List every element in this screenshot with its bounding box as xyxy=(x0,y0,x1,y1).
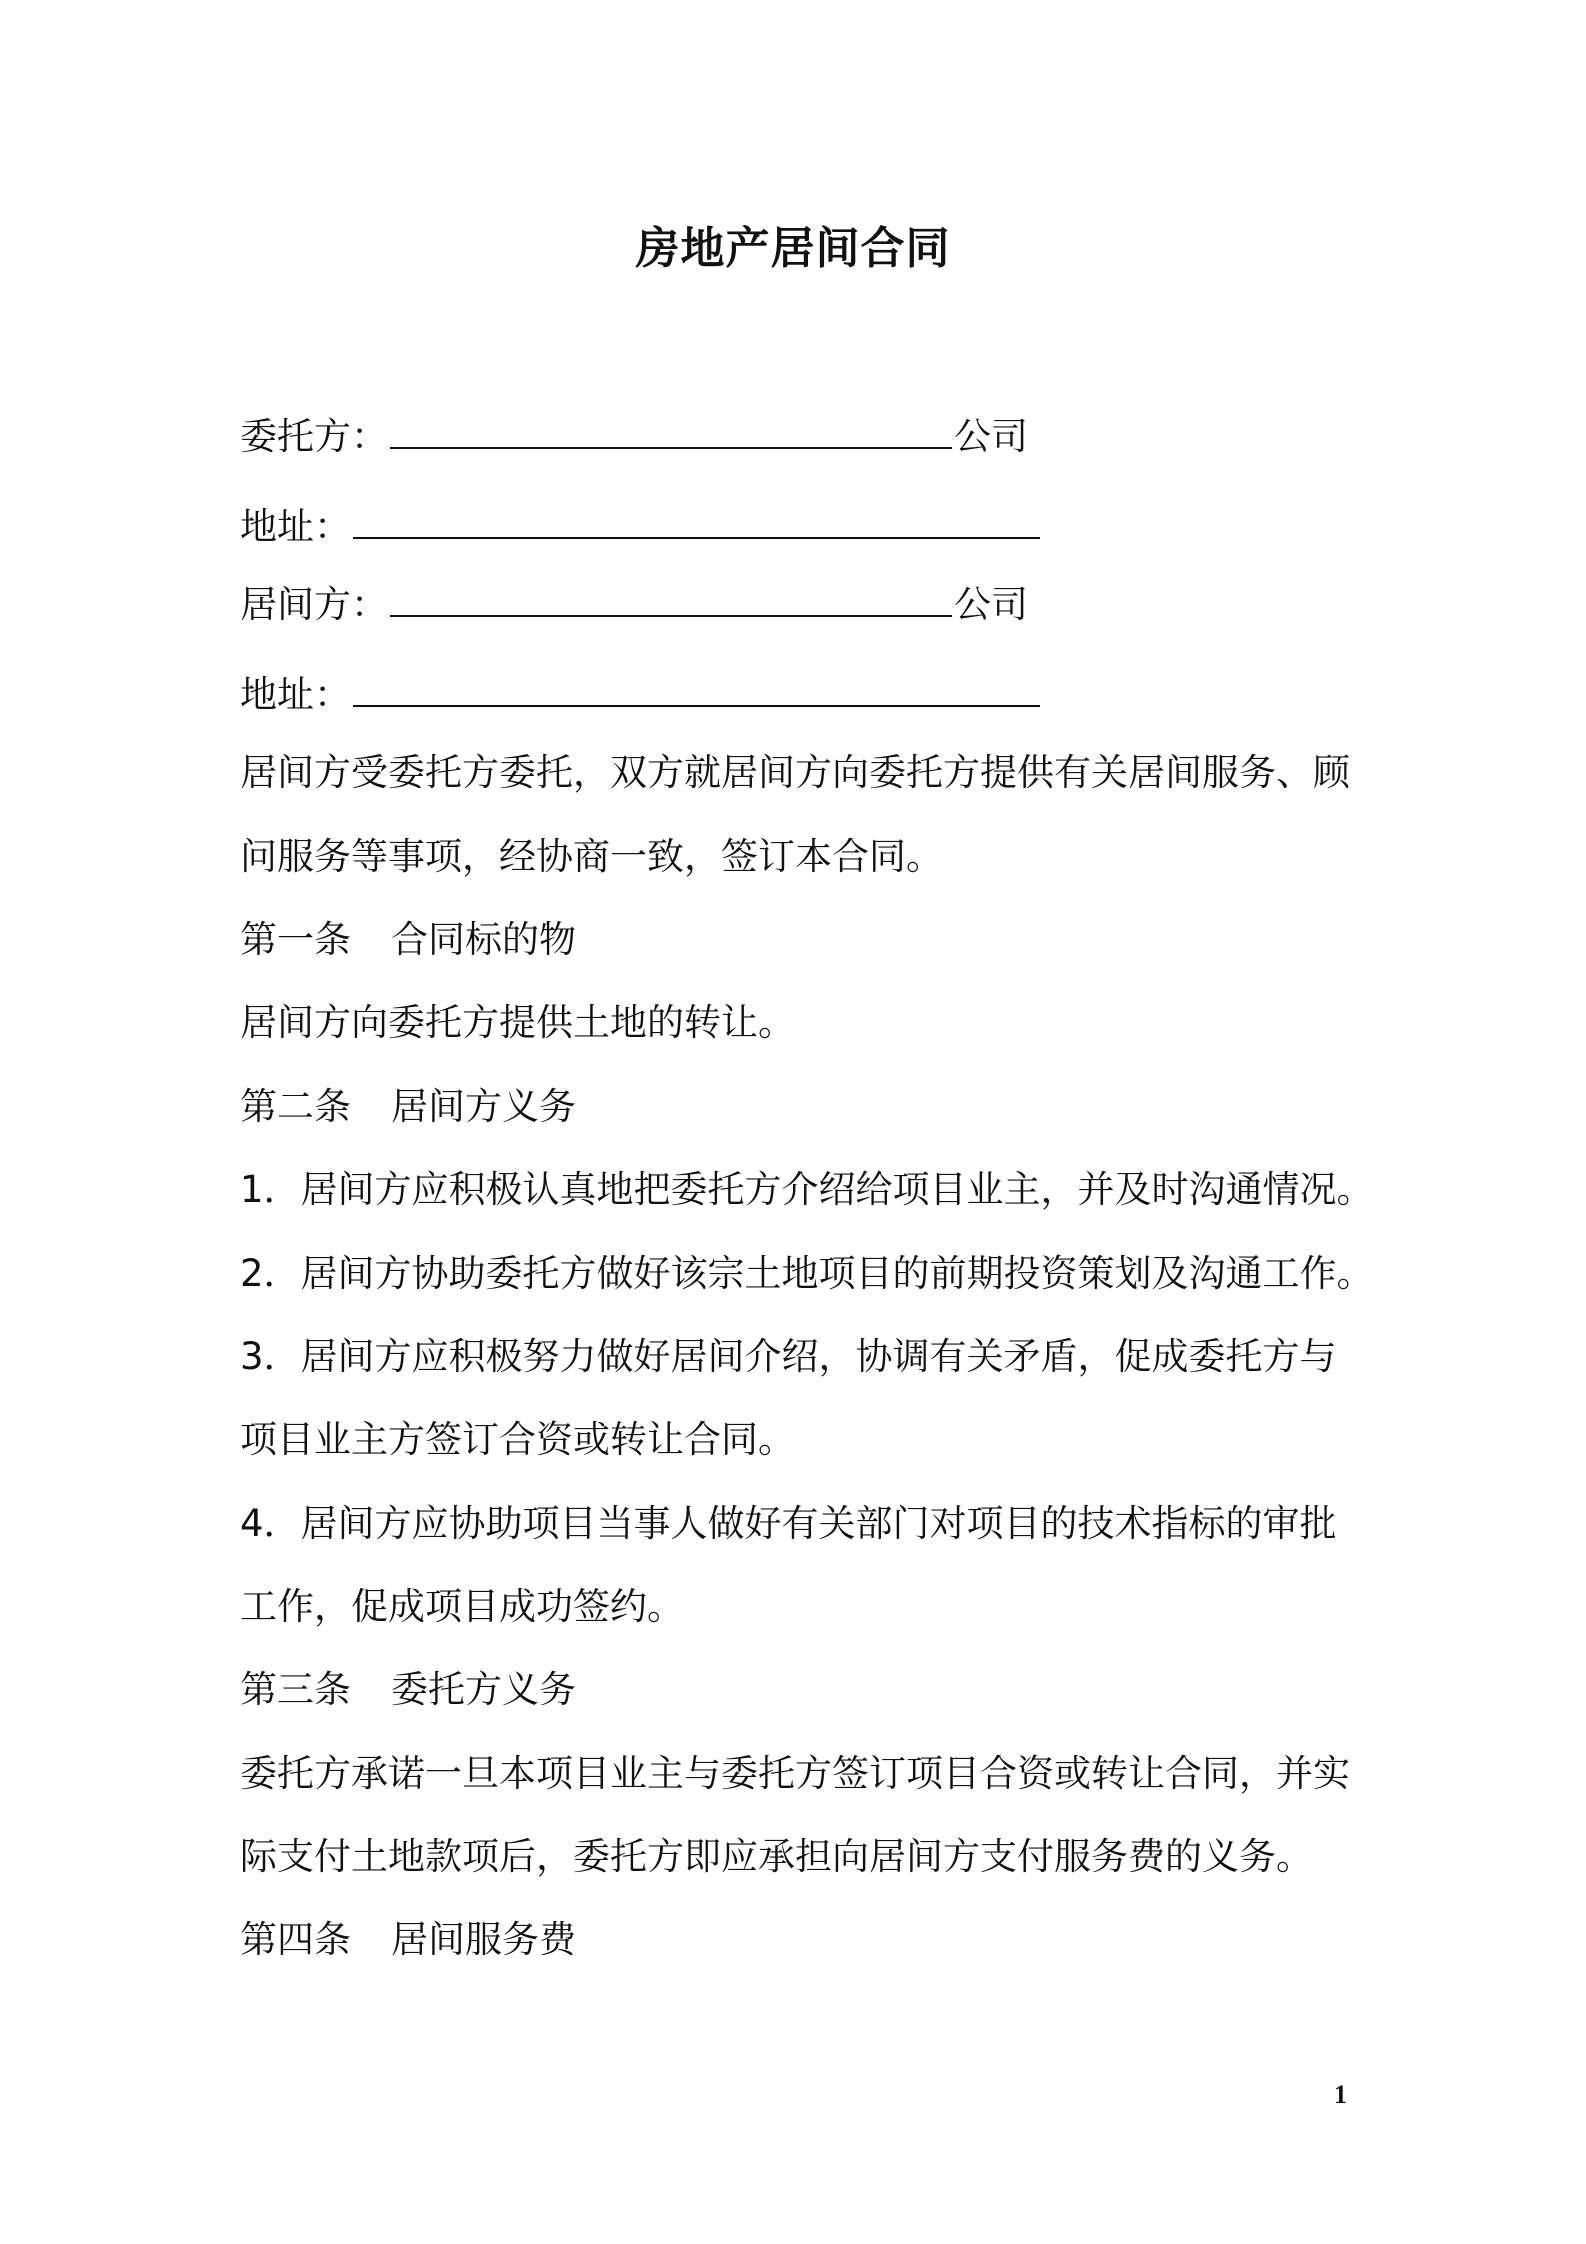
article3-number: 第三条 xyxy=(240,1668,351,1711)
article3-title: 委托方义务 xyxy=(391,1668,576,1711)
article2-item-1: 1．居间方应积极认真地把委托方介绍给项目业主，并及时沟通情况。 xyxy=(240,1168,1374,1211)
broker-label: 居间方： xyxy=(240,583,388,626)
broker-suffix: 公司 xyxy=(954,583,1028,626)
article4-number: 第四条 xyxy=(240,1918,351,1961)
article1-text: 居间方向委托方提供土地的转让。 xyxy=(240,1001,795,1044)
broker-address-label: 地址： xyxy=(240,673,351,716)
article2-item-3-cont: 项目业主方签订合资或转让合同。 xyxy=(240,1418,795,1461)
page-number: 1 xyxy=(1334,2080,1347,2109)
article2-heading xyxy=(240,1082,576,1132)
article2-item-4-cont: 工作，促成项目成功签约。 xyxy=(240,1585,684,1628)
article2-item-4: 4．居间方应协助项目当事人做好有关部门对项目的技术指标的审批 xyxy=(240,1502,1337,1545)
article2-title: 居间方义务 xyxy=(391,1085,576,1128)
document-title: 房地产居间合同 xyxy=(635,223,951,274)
article2-item-3: 3．居间方应积极努力做好居间介绍，协调有关矛盾，促成委托方与 xyxy=(240,1335,1337,1378)
broker-name-blank[interactable] xyxy=(390,581,952,617)
article4-heading xyxy=(240,1915,576,1965)
client-address-line xyxy=(240,502,1042,552)
preamble-line-1: 居间方受委托方委托，双方就居间方向委托方提供有关居间服务、顾 xyxy=(240,751,1350,794)
client-name-blank[interactable] xyxy=(390,413,952,449)
client-label: 委托方： xyxy=(240,415,388,458)
broker-address-blank[interactable] xyxy=(353,671,1040,707)
article2-number: 第二条 xyxy=(240,1085,351,1128)
preamble-line-2: 问服务等事项，经协商一致，签订本合同。 xyxy=(240,835,943,878)
client-address-label: 地址： xyxy=(240,505,351,548)
article1-heading xyxy=(240,915,576,965)
client-address-blank[interactable] xyxy=(353,503,1040,539)
article3-heading xyxy=(240,1665,576,1715)
article1-number: 第一条 xyxy=(240,918,351,961)
client-line xyxy=(240,412,1028,462)
article4-title: 居间服务费 xyxy=(391,1918,576,1961)
client-suffix: 公司 xyxy=(954,415,1028,458)
article1-title: 合同标的物 xyxy=(391,918,576,961)
broker-line xyxy=(240,580,1028,630)
article3-text-1: 委托方承诺一旦本项目业主与委托方签订项目合资或转让合同，并实 xyxy=(240,1752,1350,1795)
article3-text-2: 际支付土地款项后，委托方即应承担向居间方支付服务费的义务。 xyxy=(240,1835,1313,1878)
broker-address-line xyxy=(240,670,1042,720)
article2-item-2: 2．居间方协助委托方做好该宗土地项目的前期投资策划及沟通工作。 xyxy=(240,1252,1374,1295)
